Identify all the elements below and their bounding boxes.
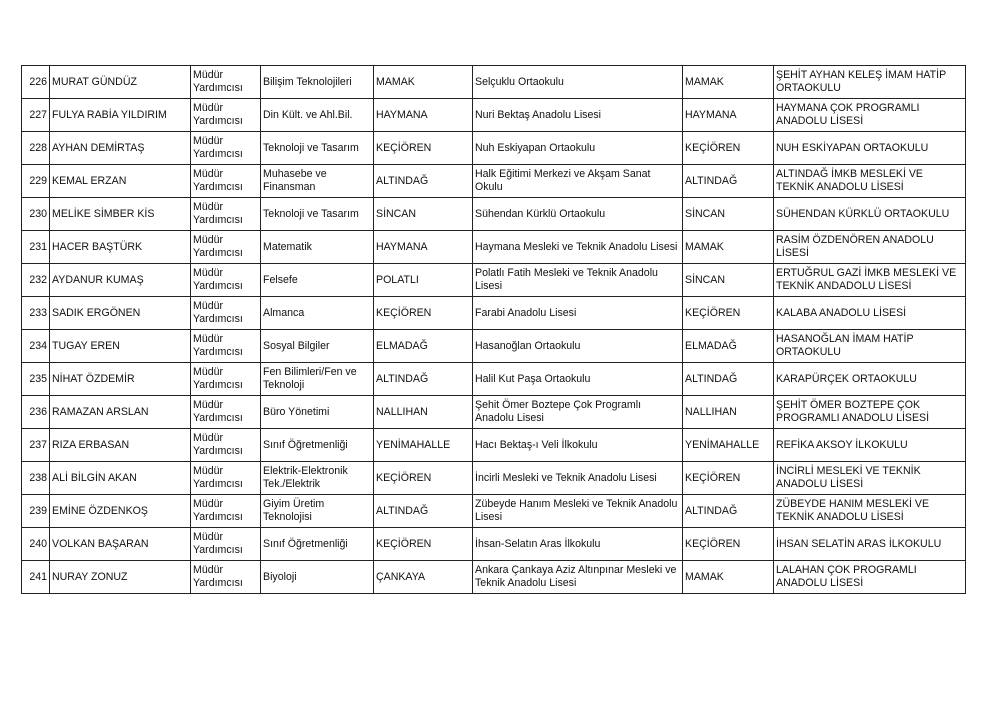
- current-school-cell: Nuh Eskiyapan Ortaokulu: [473, 132, 683, 165]
- row-number-cell: 230: [22, 198, 50, 231]
- table-row: [22, 297, 966, 330]
- branch-cell: Büro Yönetimi: [261, 396, 374, 429]
- position-cell: Müdür Yardımcısı: [191, 297, 261, 330]
- current-district-cell: YENİMAHALLE: [374, 429, 473, 462]
- assigned-district-cell: ELMADAĞ: [683, 330, 774, 363]
- position-cell: Müdür Yardımcısı: [191, 495, 261, 528]
- person-name-cell: SADIK ERGÖNEN: [50, 297, 191, 330]
- branch-cell: Sınıf Öğretmenliği: [261, 429, 374, 462]
- row-number-cell: 238: [22, 462, 50, 495]
- current-district-cell: ALTINDAĞ: [374, 165, 473, 198]
- table-row: [22, 66, 966, 99]
- current-school-cell: Halk Eğitimi Merkezi ve Akşam Sanat Okulu: [473, 165, 683, 198]
- branch-cell: Biyoloji: [261, 561, 374, 594]
- table-row: [22, 264, 966, 297]
- row-number-cell: 239: [22, 495, 50, 528]
- assigned-district-cell: MAMAK: [683, 561, 774, 594]
- branch-cell: Matematik: [261, 231, 374, 264]
- current-school-cell: Selçuklu Ortaokulu: [473, 66, 683, 99]
- assigned-school-cell: İNCİRLİ MESLEKİ VE TEKNİK ANADOLU LİSESİ: [774, 462, 966, 495]
- table-row: [22, 165, 966, 198]
- current-school-cell: Ankara Çankaya Aziz Altınpınar Mesleki ve Teknik Anadolu Lisesi: [473, 561, 683, 594]
- current-school-cell: Hasanoğlan Ortaokulu: [473, 330, 683, 363]
- current-school-cell: Zübeyde Hanım Mesleki ve Teknik Anadolu Lisesi: [473, 495, 683, 528]
- current-district-cell: NALLIHAN: [374, 396, 473, 429]
- row-number-cell: 235: [22, 363, 50, 396]
- branch-cell: Giyim Üretim Teknolojisi: [261, 495, 374, 528]
- person-name-cell: HACER BAŞTÜRK: [50, 231, 191, 264]
- assigned-district-cell: NALLIHAN: [683, 396, 774, 429]
- assigned-district-cell: ALTINDAĞ: [683, 165, 774, 198]
- table-row: [22, 198, 966, 231]
- assigned-district-cell: ALTINDAĞ: [683, 363, 774, 396]
- current-district-cell: SİNCAN: [374, 198, 473, 231]
- assigned-district-cell: KEÇİÖREN: [683, 297, 774, 330]
- person-name-cell: RIZA ERBASAN: [50, 429, 191, 462]
- position-cell: Müdür Yardımcısı: [191, 396, 261, 429]
- assigned-school-cell: SÜHENDAN KÜRKLÜ ORTAOKULU: [774, 198, 966, 231]
- assigned-school-cell: LALAHAN ÇOK PROGRAMLI ANADOLU LİSESİ: [774, 561, 966, 594]
- assigned-school-cell: İHSAN SELATİN ARAS İLKOKULU: [774, 528, 966, 561]
- position-cell: Müdür Yardımcısı: [191, 264, 261, 297]
- branch-cell: Teknoloji ve Tasarım: [261, 198, 374, 231]
- assigned-school-cell: ALTINDAĞ İMKB MESLEKİ VE TEKNİK ANADOLU LİSESİ: [774, 165, 966, 198]
- assigned-school-cell: RASİM ÖZDENÖREN ANADOLU LİSESİ: [774, 231, 966, 264]
- assigned-school-cell: ŞEHİT ÖMER BOZTEPE ÇOK PROGRAMLI ANADOLU LİSESİ: [774, 396, 966, 429]
- row-number-cell: 228: [22, 132, 50, 165]
- assigned-district-cell: KEÇİÖREN: [683, 132, 774, 165]
- row-number-cell: 231: [22, 231, 50, 264]
- table-row: [22, 528, 966, 561]
- table-row: [22, 363, 966, 396]
- person-name-cell: MELİKE SİMBER KİS: [50, 198, 191, 231]
- assigned-school-cell: HAYMANA ÇOK PROGRAMLI ANADOLU LİSESİ: [774, 99, 966, 132]
- branch-cell: Teknoloji ve Tasarım: [261, 132, 374, 165]
- assigned-district-cell: KEÇİÖREN: [683, 462, 774, 495]
- current-school-cell: Farabi Anadolu Lisesi: [473, 297, 683, 330]
- position-cell: Müdür Yardımcısı: [191, 528, 261, 561]
- assigned-district-cell: HAYMANA: [683, 99, 774, 132]
- current-district-cell: POLATLI: [374, 264, 473, 297]
- row-number-cell: 241: [22, 561, 50, 594]
- person-name-cell: AYHAN DEMİRTAŞ: [50, 132, 191, 165]
- branch-cell: Fen Bilimleri/Fen ve Teknoloji: [261, 363, 374, 396]
- assigned-district-cell: MAMAK: [683, 66, 774, 99]
- current-district-cell: KEÇİÖREN: [374, 132, 473, 165]
- person-name-cell: TUGAY EREN: [50, 330, 191, 363]
- branch-cell: Din Kült. ve Ahl.Bil.: [261, 99, 374, 132]
- table-row: [22, 396, 966, 429]
- row-number-cell: 236: [22, 396, 50, 429]
- table-row: [22, 231, 966, 264]
- branch-cell: Muhasebe ve Finansman: [261, 165, 374, 198]
- position-cell: Müdür Yardımcısı: [191, 66, 261, 99]
- assigned-district-cell: SİNCAN: [683, 198, 774, 231]
- assigned-school-cell: ZÜBEYDE HANIM MESLEKİ VE TEKNİK ANADOLU LİSESİ: [774, 495, 966, 528]
- current-district-cell: KEÇİÖREN: [374, 297, 473, 330]
- position-cell: Müdür Yardımcısı: [191, 231, 261, 264]
- row-number-cell: 234: [22, 330, 50, 363]
- row-number-cell: 229: [22, 165, 50, 198]
- current-school-cell: Hacı Bektaş-ı Veli İlkokulu: [473, 429, 683, 462]
- position-cell: Müdür Yardımcısı: [191, 198, 261, 231]
- position-cell: Müdür Yardımcısı: [191, 429, 261, 462]
- current-district-cell: ELMADAĞ: [374, 330, 473, 363]
- row-number-cell: 227: [22, 99, 50, 132]
- current-school-cell: Nuri Bektaş Anadolu Lisesi: [473, 99, 683, 132]
- person-name-cell: FULYA RABİA YILDIRIM: [50, 99, 191, 132]
- assigned-district-cell: MAMAK: [683, 231, 774, 264]
- current-district-cell: KEÇİÖREN: [374, 462, 473, 495]
- current-school-cell: İncirli Mesleki ve Teknik Anadolu Lisesi: [473, 462, 683, 495]
- branch-cell: Bilişim Teknolojileri: [261, 66, 374, 99]
- row-number-cell: 233: [22, 297, 50, 330]
- current-school-cell: İhsan-Selatın Aras İlkokulu: [473, 528, 683, 561]
- table-row: [22, 429, 966, 462]
- table-row: [22, 99, 966, 132]
- current-district-cell: ALTINDAĞ: [374, 495, 473, 528]
- row-number-cell: 226: [22, 66, 50, 99]
- current-district-cell: MAMAK: [374, 66, 473, 99]
- row-number-cell: 232: [22, 264, 50, 297]
- person-name-cell: EMİNE ÖZDENKOŞ: [50, 495, 191, 528]
- current-district-cell: ÇANKAYA: [374, 561, 473, 594]
- assigned-school-cell: HASANOĞLAN İMAM HATİP ORTAOKULU: [774, 330, 966, 363]
- branch-cell: Almanca: [261, 297, 374, 330]
- assigned-school-cell: KARAPÜRÇEK ORTAOKULU: [774, 363, 966, 396]
- branch-cell: Sınıf Öğretmenliği: [261, 528, 374, 561]
- table-row: [22, 132, 966, 165]
- position-cell: Müdür Yardımcısı: [191, 132, 261, 165]
- row-number-cell: 240: [22, 528, 50, 561]
- table-row: [22, 330, 966, 363]
- position-cell: Müdür Yardımcısı: [191, 462, 261, 495]
- current-school-cell: Halil Kut Paşa Ortaokulu: [473, 363, 683, 396]
- current-district-cell: ALTINDAĞ: [374, 363, 473, 396]
- current-school-cell: Şehit Ömer Boztepe Çok Programlı Anadolu Lisesi: [473, 396, 683, 429]
- table-row: [22, 561, 966, 594]
- current-district-cell: KEÇİÖREN: [374, 528, 473, 561]
- assigned-district-cell: SİNCAN: [683, 264, 774, 297]
- person-name-cell: RAMAZAN ARSLAN: [50, 396, 191, 429]
- branch-cell: Elektrik-Elektronik Tek./Elektrik: [261, 462, 374, 495]
- current-school-cell: Sühendan Kürklü Ortaokulu: [473, 198, 683, 231]
- person-name-cell: MURAT GÜNDÜZ: [50, 66, 191, 99]
- assigned-district-cell: ALTINDAĞ: [683, 495, 774, 528]
- assignment-table: [21, 65, 966, 594]
- assigned-district-cell: KEÇİÖREN: [683, 528, 774, 561]
- current-school-cell: Polatlı Fatih Mesleki ve Teknik Anadolu Lisesi: [473, 264, 683, 297]
- row-number-cell: 237: [22, 429, 50, 462]
- position-cell: Müdür Yardımcısı: [191, 363, 261, 396]
- branch-cell: Felsefe: [261, 264, 374, 297]
- person-name-cell: ALİ BİLGİN AKAN: [50, 462, 191, 495]
- assigned-school-cell: ŞEHİT AYHAN KELEŞ İMAM HATİP ORTAOKULU: [774, 66, 966, 99]
- person-name-cell: KEMAL ERZAN: [50, 165, 191, 198]
- table-body: [22, 66, 966, 594]
- person-name-cell: VOLKAN BAŞARAN: [50, 528, 191, 561]
- person-name-cell: AYDANUR KUMAŞ: [50, 264, 191, 297]
- assigned-school-cell: KALABA ANADOLU LİSESİ: [774, 297, 966, 330]
- position-cell: Müdür Yardımcısı: [191, 165, 261, 198]
- branch-cell: Sosyal Bilgiler: [261, 330, 374, 363]
- table-row: [22, 462, 966, 495]
- current-district-cell: HAYMANA: [374, 99, 473, 132]
- position-cell: Müdür Yardımcısı: [191, 330, 261, 363]
- position-cell: Müdür Yardımcısı: [191, 99, 261, 132]
- assigned-school-cell: NUH ESKİYAPAN ORTAOKULU: [774, 132, 966, 165]
- assigned-district-cell: YENİMAHALLE: [683, 429, 774, 462]
- current-district-cell: HAYMANA: [374, 231, 473, 264]
- assigned-school-cell: REFİKA AKSOY İLKOKULU: [774, 429, 966, 462]
- person-name-cell: NURAY ZONUZ: [50, 561, 191, 594]
- current-school-cell: Haymana Mesleki ve Teknik Anadolu Lisesi: [473, 231, 683, 264]
- person-name-cell: NİHAT ÖZDEMİR: [50, 363, 191, 396]
- table-row: [22, 495, 966, 528]
- assigned-school-cell: ERTUĞRUL GAZİ İMKB MESLEKİ VE TEKNİK ANDADOLU LİSESİ: [774, 264, 966, 297]
- position-cell: Müdür Yardımcısı: [191, 561, 261, 594]
